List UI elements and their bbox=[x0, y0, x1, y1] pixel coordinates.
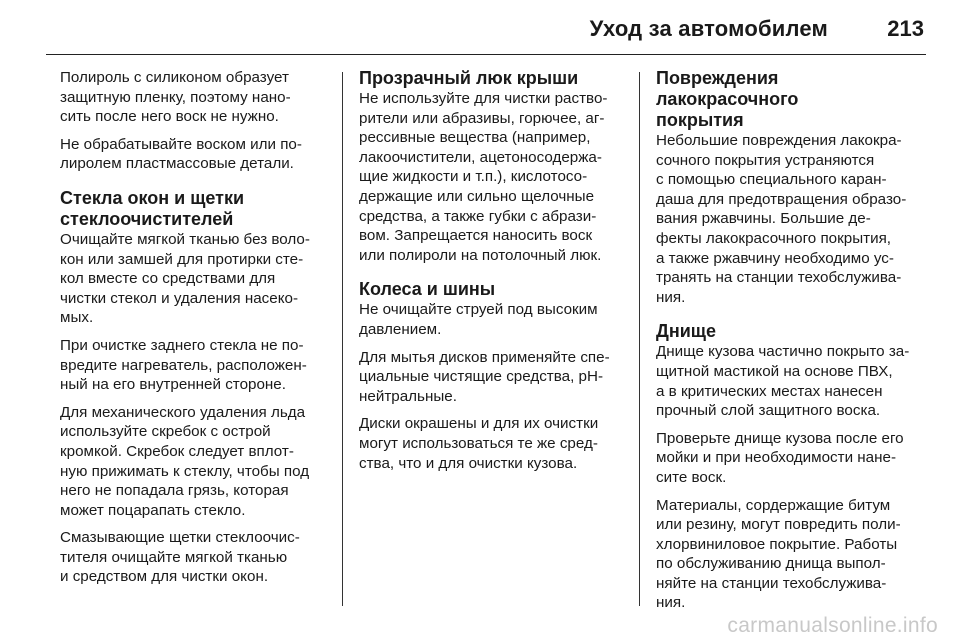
paragraph: Проверьте днище кузова после его мойки и при необходимости нане- сите воск. bbox=[656, 429, 904, 486]
paragraph: Не обрабатывайте воском или по- лиролем пластмассовые детали. bbox=[60, 135, 302, 173]
paragraph: Материалы, сордержащие битум или резину, могут повредить поли- хлорвиниловое покрытие. Работы по обслуживанию днища выпол- няйте на станции техобслужива- ния. bbox=[656, 496, 901, 612]
section-paint-damage bbox=[656, 68, 924, 307]
section-wheels-tires bbox=[359, 279, 627, 473]
header-rule bbox=[46, 54, 926, 55]
paragraph: Для механического удаления льда используйте скребок с острой кромкой. Скребок следует вплот- ную прижимать к стеклу, чтобы под него не попадала грязь, которая может поцарапать стекло. bbox=[60, 403, 310, 519]
paragraph: Не используйте для чистки раство- рители или абразивы, горючее, аг- рессивные вещества (например, лакоочистители, ацетоносодержа- щие жидкости и т.п.), кислотосо- держащие или сильно щелочные средства, а также губки с абрази- вом. Запрещается наносить воск или полироли на потолочный люк. bbox=[359, 90, 608, 264]
column-3 bbox=[656, 68, 924, 627]
page-number: 213 bbox=[887, 16, 924, 41]
section-heading-wheels-tires: Колеса и шины bbox=[359, 279, 496, 300]
paragraph: Очищайте мягкой тканью без воло- кон или замшей для протирки сте- кол вместе со средствами для чистки стекол и удаления насеко- мых. bbox=[60, 230, 310, 327]
paragraph: Диски окрашены и для их очистки могут использоваться те же сред- ства, что и для очистки кузова. bbox=[359, 415, 599, 472]
paragraph: Днище кузова частично покрыто за- щитной мастикой на основе ПВХ, а в критических местах нанесен прочный слой защитного воска. bbox=[656, 343, 910, 420]
section-heading-underbody: Днище bbox=[656, 321, 716, 342]
paragraph: Небольшие повреждения лакокра- сочного покрытия устраняются с помощью специального каран- даша для предотвращения образо- вания ржавчины. Большие де- фекты лакокрасочного покрытия, а также ржавчину необходимо ус- транять на станции техобслужива- ния. bbox=[656, 132, 907, 306]
section-sunroof bbox=[359, 68, 627, 265]
column-2 bbox=[359, 68, 627, 487]
section-heading-paint-damage: Повреждения лакокрасочного покрытия bbox=[656, 68, 799, 130]
section-heading-windows-wipers: Стекла окон и щетки стеклоочистителей bbox=[60, 187, 245, 229]
section-underbody bbox=[656, 321, 924, 613]
paragraph: Для мытья дисков применяйте спе- циальные чистящие средства, pH- нейтральные. bbox=[359, 348, 610, 405]
page-header bbox=[0, 0, 960, 56]
column-1 bbox=[60, 68, 328, 595]
column-divider bbox=[342, 72, 343, 606]
section-title: Уход за автомобилем bbox=[589, 16, 828, 41]
paragraph: Не очищайте струей под высоким давлением. bbox=[359, 301, 598, 338]
paragraph: Смазывающие щетки стеклоочис- тителя очищайте мягкой тканью и средством для чистки окон. bbox=[60, 529, 300, 586]
paragraph: При очистке заднего стекла не по- вредите нагреватель, расположен- ный на его внутренней стороне. bbox=[60, 336, 307, 394]
section-heading-sunroof: Прозрачный люк крыши bbox=[359, 68, 579, 88]
paragraph: Полироль с силиконом образует защитную пленку, поэтому нано- сить после него воск не нужно. bbox=[60, 69, 291, 126]
column-divider bbox=[639, 72, 640, 606]
watermark: carmanualsonline.info bbox=[727, 614, 938, 637]
